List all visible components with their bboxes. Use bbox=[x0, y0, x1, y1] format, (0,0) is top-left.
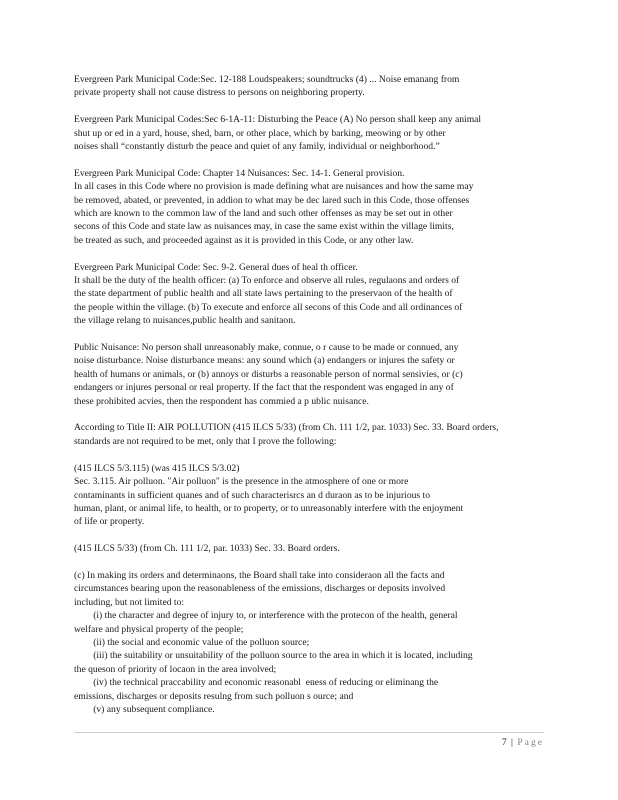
paragraph-health-officer bbox=[74, 261, 544, 328]
page-number: 7 bbox=[501, 737, 507, 748]
paragraph-loudspeakers bbox=[74, 73, 544, 100]
text-line: of life or property. bbox=[74, 516, 145, 528]
text-line: (415 ILCS 5/3.115) (was 415 ILCS 5/3.02) bbox=[74, 462, 240, 474]
paragraph-public-nuisance bbox=[74, 341, 544, 408]
text-line: noises shall “constantly disturb the peace and quiet of any family, individual or neighborhood.” bbox=[74, 141, 440, 153]
page-body bbox=[74, 73, 544, 716]
text-line: the queson of priority of locaon in the area involved; bbox=[74, 663, 277, 675]
text-line: welfare and physical property of the people; bbox=[74, 623, 244, 635]
list-item-v: (v) any subsequent compliance. bbox=[74, 703, 215, 715]
paragraph-title-ii bbox=[74, 421, 544, 448]
list-item-ii: (ii) the social and economic value of the polluon source; bbox=[74, 636, 310, 648]
text-line: be treated as such, and proceeded against as it is provided in this Code, or any other law. bbox=[74, 234, 414, 246]
text-line: Evergreen Park Municipal Codes:Sec 6-1A-11: Disturbing the Peace (A) No person shall keep any animal bbox=[74, 114, 482, 126]
list-item-iv: (iv) the technical praccability and economic reasonabl eness of reducing or eliminang the bbox=[74, 677, 439, 689]
text-line: Evergreen Park Municipal Code:Sec. 12-188 Loudspeakers; soundtrucks (4) ... Noise emanang from bbox=[74, 74, 460, 85]
text-line: It shall be the duty of the health officer: (a) To enforce and observe all rules, regulaons and orders of bbox=[74, 275, 460, 287]
text-line: including, but not limited to: bbox=[74, 596, 185, 608]
text-line: the people within the village. (b) To execute and enforce all secons of this Code and all ordinances of bbox=[74, 301, 463, 313]
text-line: Evergreen Park Municipal Code: Sec. 9-2. General dues of heal th officer. bbox=[74, 261, 358, 273]
list-item-iii: (iii) the suitability or unsuitability of the polluon source to the area in which it is located, including bbox=[74, 650, 473, 662]
text-line: private property shall not cause distress to persons on neighboring property. bbox=[74, 87, 365, 99]
text-line: which are known to the common law of the land and such other offenses as may be set out in other bbox=[74, 208, 453, 220]
text-line: In all cases in this Code where no provision is made defining what are nuisances and how the same may bbox=[74, 181, 474, 193]
text-line: According to Title II: AIR POLLUTION (415 ILCS 5/33) (from Ch. 111 1/2, par. 1033) Sec. 33. Board orders, bbox=[74, 422, 499, 434]
text-line: the village relang to nuisances,public health and sanitaon. bbox=[74, 315, 296, 327]
text-line: be removed, abated, or prevented, in addion to what may be dec lared such in this Code, those offenses bbox=[74, 194, 470, 206]
text-line: these prohibited acvies, then the respondent has commied a p ublic nuisance. bbox=[74, 395, 369, 407]
list-item-i: (i) the character and degree of injury to, or interference with the protecon of the health, general bbox=[74, 610, 458, 622]
text-line: emissions, discharges or deposits resulng from such polluon s ource; and bbox=[74, 690, 354, 702]
text-line: Sec. 3.115. Air polluon. "Air polluon" is the presence in the atmosphere of one or more bbox=[74, 476, 409, 488]
paragraph-nuisances-general bbox=[74, 167, 544, 247]
text-line: secons of this Code and state law as nuisances may, in case the same exist within the village limits, bbox=[74, 221, 454, 233]
text-line: human, plant, or animal life, to health, or to property, or to unreasonably interfere with the enjoyment bbox=[74, 502, 464, 514]
page-label: Page bbox=[517, 737, 544, 748]
footer-separator: | bbox=[511, 737, 513, 748]
text-line: (c) In making its orders and determinaons, the Board shall take into consideraon all the facts and bbox=[74, 569, 445, 581]
text-line: (415 ILCS 5/33) (from Ch. 111 1/2, par. 1033) Sec. 33. Board orders. bbox=[74, 543, 340, 555]
text-line: standards are not required to be met, only that I prove the following: bbox=[74, 435, 337, 447]
text-line: health of humans or animals, or (b) annoys or disturbs a reasonable person of normal sensivies, or (c) bbox=[74, 368, 463, 380]
paragraph-disturbing-peace bbox=[74, 113, 544, 153]
text-line: Evergreen Park Municipal Code: Chapter 14 Nuisances: Sec. 14-1. General provision. bbox=[74, 167, 405, 179]
text-line: noise disturbance. Noise disturbance means: any sound which (a) endangers or injures the safety or bbox=[74, 355, 455, 367]
paragraph-air-pollution-definition bbox=[74, 462, 544, 529]
text-line: the state department of public health and all state laws pertaining to the preservaon of the health of bbox=[74, 288, 453, 300]
paragraph-board-orders-heading bbox=[74, 542, 544, 555]
paragraph-board-considerations bbox=[74, 569, 544, 716]
text-line: shut up or ed in a yard, house, shed, barn, or other place, which by barking, meowing or by other bbox=[74, 127, 446, 139]
text-line: endangers or injures personal or real property. If the fact that the respondent was engaged in any of bbox=[74, 382, 454, 394]
text-line: circumstances bearing upon the reasonableness of the emissions, discharges or deposits involved bbox=[74, 583, 446, 595]
text-line: Public Nuisance: No person shall unreasonably make, connue, o r cause to be made or connued, any bbox=[74, 342, 459, 354]
text-line: contaminants in sufficient quanes and of such characterisrcs an d duraon as to be injurious to bbox=[74, 489, 431, 501]
page-footer bbox=[440, 736, 544, 749]
footer-divider bbox=[74, 732, 544, 733]
